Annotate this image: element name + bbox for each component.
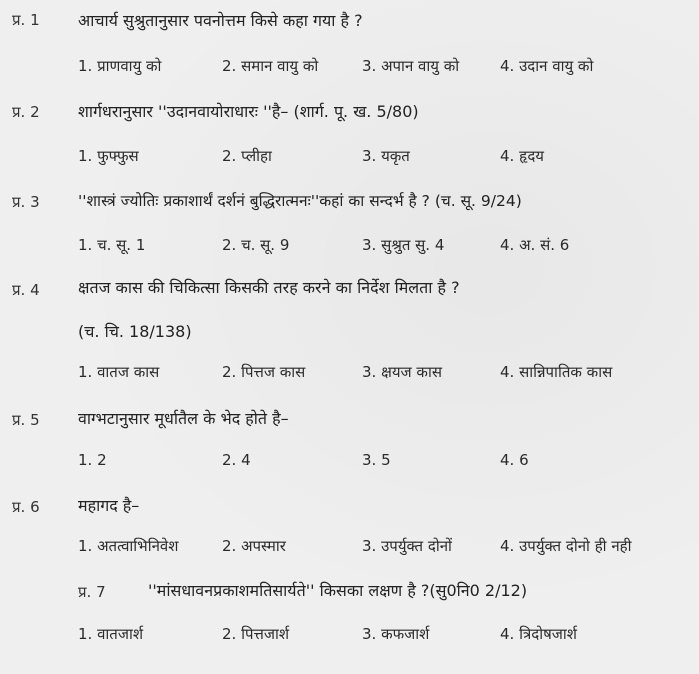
question-text: ''शास्त्रं ज्योतिः प्रकाशार्थं दर्शनं बुद्धिरात्मनः''कहां का सन्दर्भ है ? (च. सू. 9/24): [78, 192, 522, 210]
option: 2. प्लीहा: [222, 147, 272, 165]
question-reference: (च. चि. 18/138): [78, 322, 192, 341]
question-number: प्र. 7: [78, 583, 106, 601]
option: 1. वातज कास: [78, 363, 160, 381]
question-number: प्र. 5: [12, 411, 40, 429]
question-text: ''मांसधावनप्रकाशमतिसार्यते'' किसका लक्षण है ?(सु0नि0 2/12): [148, 581, 528, 600]
question-text: शार्गधरानुसार ''उदानवायोराधारः ''है– (शार्ग. पू. ख. 5/80): [78, 102, 419, 121]
option: 1. च. सू. 1: [78, 236, 146, 254]
option: 3. सुश्रुत सु. 4: [362, 236, 445, 254]
option: 1. वातजार्श: [78, 625, 144, 643]
question-number: प्र. 6: [12, 498, 40, 516]
option: 2. समान वायु को: [222, 57, 319, 75]
question-number: प्र. 1: [12, 11, 40, 29]
question-text: आचार्य सुश्रुतानुसार पवनोत्तम किसे कहा गया है ?: [78, 11, 363, 30]
option: 4. सान्निपातिक कास: [500, 363, 613, 381]
option: 3. कफजार्श: [362, 625, 430, 643]
option: 2. अपस्मार: [222, 537, 286, 555]
option: 3. क्षयज कास: [362, 363, 442, 381]
option: 3. अपान वायु को: [362, 57, 460, 75]
question-number: प्र. 3: [12, 193, 40, 211]
option: 4. त्रिदोषजार्श: [500, 625, 577, 643]
option: 1. अतत्वाभिनिवेश: [78, 537, 179, 555]
option: 2. 4: [222, 451, 251, 469]
question-text: क्षतज कास की चिकित्सा किसकी तरह करने का निर्देश मिलता है ?: [78, 278, 460, 297]
question-text: महागद है–: [78, 496, 140, 515]
option: 4. उदान वायु को: [500, 57, 594, 75]
option: 3. उपर्युक्त दोनों: [362, 537, 452, 555]
option: 4. हृदय: [500, 147, 544, 165]
question-number: प्र. 4: [12, 281, 40, 299]
option: 2. पित्तज कास: [222, 363, 306, 381]
option: 4. 6: [500, 451, 529, 469]
option: 1. 2: [78, 451, 107, 469]
option: 2. च. सू. 9: [222, 236, 290, 254]
option: 1. फुफ्फुस: [78, 147, 139, 165]
option: 3. यकृत: [362, 147, 410, 165]
option: 4. उपर्युक्त दोनो ही नही: [500, 537, 632, 555]
option: 3. 5: [362, 451, 391, 469]
question-text: वाग्भटानुसार मूर्धातैल के भेद होते है–: [78, 409, 289, 428]
option: 1. प्राणवायु को: [78, 57, 162, 75]
option: 2. पित्तजार्श: [222, 625, 290, 643]
option: 4. अ. सं. 6: [500, 236, 570, 254]
question-number: प्र. 2: [12, 103, 40, 121]
